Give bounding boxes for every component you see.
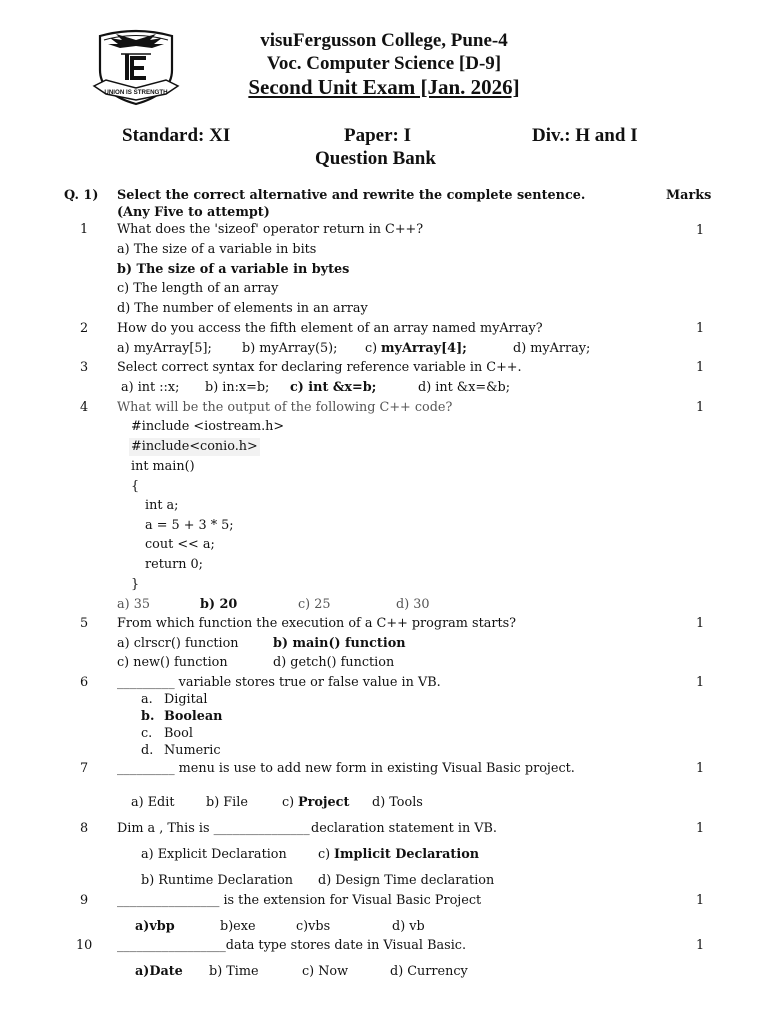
question-marks: 1: [696, 675, 705, 690]
question-text: _________ menu is use to add new form in existing Visual Basic project.: [117, 761, 575, 776]
option-b: b) in:x=b;: [205, 380, 270, 395]
question-number: 2: [80, 321, 89, 336]
option-c-correct: Project: [298, 795, 350, 810]
question-text: What does the 'sizeof' operator return in C++?: [117, 222, 424, 237]
question-number: 4: [80, 400, 89, 415]
option-a: a) 35: [117, 597, 150, 612]
option-a: Digital: [164, 692, 208, 707]
option-d: d) Tools: [372, 795, 423, 810]
option-b: b) myArray(5);: [242, 341, 338, 356]
question-marks: 1: [696, 761, 705, 776]
option-d: d) 30: [396, 597, 430, 612]
option-letter: c.: [141, 726, 153, 741]
question-marks: 1: [696, 821, 705, 836]
option-d: d) vb: [392, 919, 425, 934]
question-number: 10: [76, 938, 93, 953]
option-b-correct: b) The size of a variable in bytes: [117, 262, 350, 277]
option-c: c) The length of an array: [117, 281, 279, 296]
college-name: visuFergusson College, Pune-4: [260, 30, 508, 51]
question-number: 9: [80, 893, 89, 908]
code-line: {: [131, 479, 140, 494]
code-line: cout << a;: [145, 537, 215, 552]
question-number: 7: [80, 761, 89, 776]
code-line: return 0;: [145, 557, 203, 572]
option-a: a) myArray[5];: [117, 341, 212, 356]
question-marks: 1: [696, 616, 705, 631]
option-letter: b.: [141, 709, 155, 724]
option-letter: a.: [141, 692, 153, 707]
option-d: d) The number of elements in an array: [117, 301, 368, 316]
option-c-correct: c) int &x=b;: [290, 380, 377, 395]
code-line: int main(): [131, 459, 195, 474]
option-c: c)vbs: [296, 919, 331, 934]
question-number: 8: [80, 821, 89, 836]
question-text: _________ variable stores true or false value in VB.: [117, 675, 441, 690]
option-c-correct: myArray[4];: [381, 341, 467, 356]
question-bank-subtitle: Question Bank: [315, 148, 436, 169]
option-c-prefix: c): [282, 795, 295, 810]
option-a-correct: a)Date: [135, 964, 183, 979]
question-marks: 1: [696, 893, 705, 908]
option-a: a) Edit: [131, 795, 175, 810]
code-line: int a;: [145, 498, 179, 513]
option-c: Bool: [164, 726, 193, 741]
option-d: d) int &x=&b;: [418, 380, 511, 395]
section-number: Q. 1): [64, 188, 99, 203]
question-marks: 1: [696, 223, 705, 238]
question-text: Select correct syntax for declaring reference variable in C++.: [117, 360, 522, 375]
code-line: }: [131, 577, 140, 592]
marks-header: Marks: [666, 188, 712, 203]
question-text: What will be the output of the following C++ code?: [117, 400, 453, 415]
question-number: 6: [80, 675, 89, 690]
option-c-prefix: c): [365, 341, 378, 356]
question-text: ________________ is the extension for Visual Basic Project: [117, 893, 482, 908]
option-letter: d.: [141, 743, 154, 758]
option-d: d) Currency: [390, 964, 468, 979]
section-instruction: Select the correct alternative and rewrite the complete sentence.: [117, 188, 586, 203]
option-c: c) new() function: [117, 655, 228, 670]
option-d: d) Design Time declaration: [318, 873, 495, 888]
option-c-correct: Implicit Declaration: [334, 847, 480, 862]
code-line: a = 5 + 3 * 5;: [145, 518, 234, 533]
question-text: From which function the execution of a C++ program starts?: [117, 616, 517, 631]
question-number: 5: [80, 616, 89, 631]
paper-label: Paper: I: [344, 125, 412, 146]
exam-title: Second Unit Exam [Jan. 2026]: [248, 75, 520, 99]
department-name: Voc. Computer Science [D-9]: [266, 53, 502, 74]
division-label: Div.: H and I: [532, 125, 638, 146]
option-b: b)exe: [220, 919, 256, 934]
question-marks: 1: [696, 938, 705, 953]
option-c: c) 25: [298, 597, 331, 612]
code-line: #include<conio.h>: [131, 439, 258, 454]
section-sub-instruction: (Any Five to attempt): [117, 205, 270, 220]
option-b: b) File: [206, 795, 248, 810]
code-line: #include <iostream.h>: [131, 419, 285, 434]
option-d: Numeric: [164, 743, 221, 758]
option-b: b) Time: [209, 964, 259, 979]
question-text: _________________data type stores date in Visual Basic.: [117, 938, 467, 953]
option-a: a) Explicit Declaration: [141, 847, 287, 862]
option-b-correct: b) 20: [200, 597, 238, 612]
option-c: c) Now: [302, 964, 349, 979]
question-marks: 1: [696, 321, 705, 336]
option-c-prefix: c): [318, 847, 331, 862]
question-marks: 1: [696, 400, 705, 415]
question-number: 1: [80, 222, 89, 237]
option-a: a) The size of a variable in bits: [117, 242, 317, 257]
question-number: 3: [80, 360, 89, 375]
option-d: d) getch() function: [273, 655, 395, 670]
option-b: b) Runtime Declaration: [141, 873, 294, 888]
option-b-correct: Boolean: [164, 709, 223, 724]
logo-motto: UNION IS STRENGTH: [104, 89, 168, 96]
option-d: d) myArray;: [513, 341, 591, 356]
option-b-correct: b) main() function: [273, 636, 406, 651]
question-text-suffix: declaration statement in VB.: [311, 821, 497, 836]
option-a: a) clrscr() function: [117, 636, 239, 651]
question-marks: 1: [696, 360, 705, 375]
option-a-correct: a)vbp: [135, 919, 175, 934]
option-a: a) int ::x;: [121, 380, 180, 395]
question-text-prefix: Dim a , This is _______________: [117, 821, 310, 836]
question-text: How do you access the fifth element of an array named myArray?: [117, 321, 543, 336]
standard-label: Standard: XI: [122, 125, 231, 146]
